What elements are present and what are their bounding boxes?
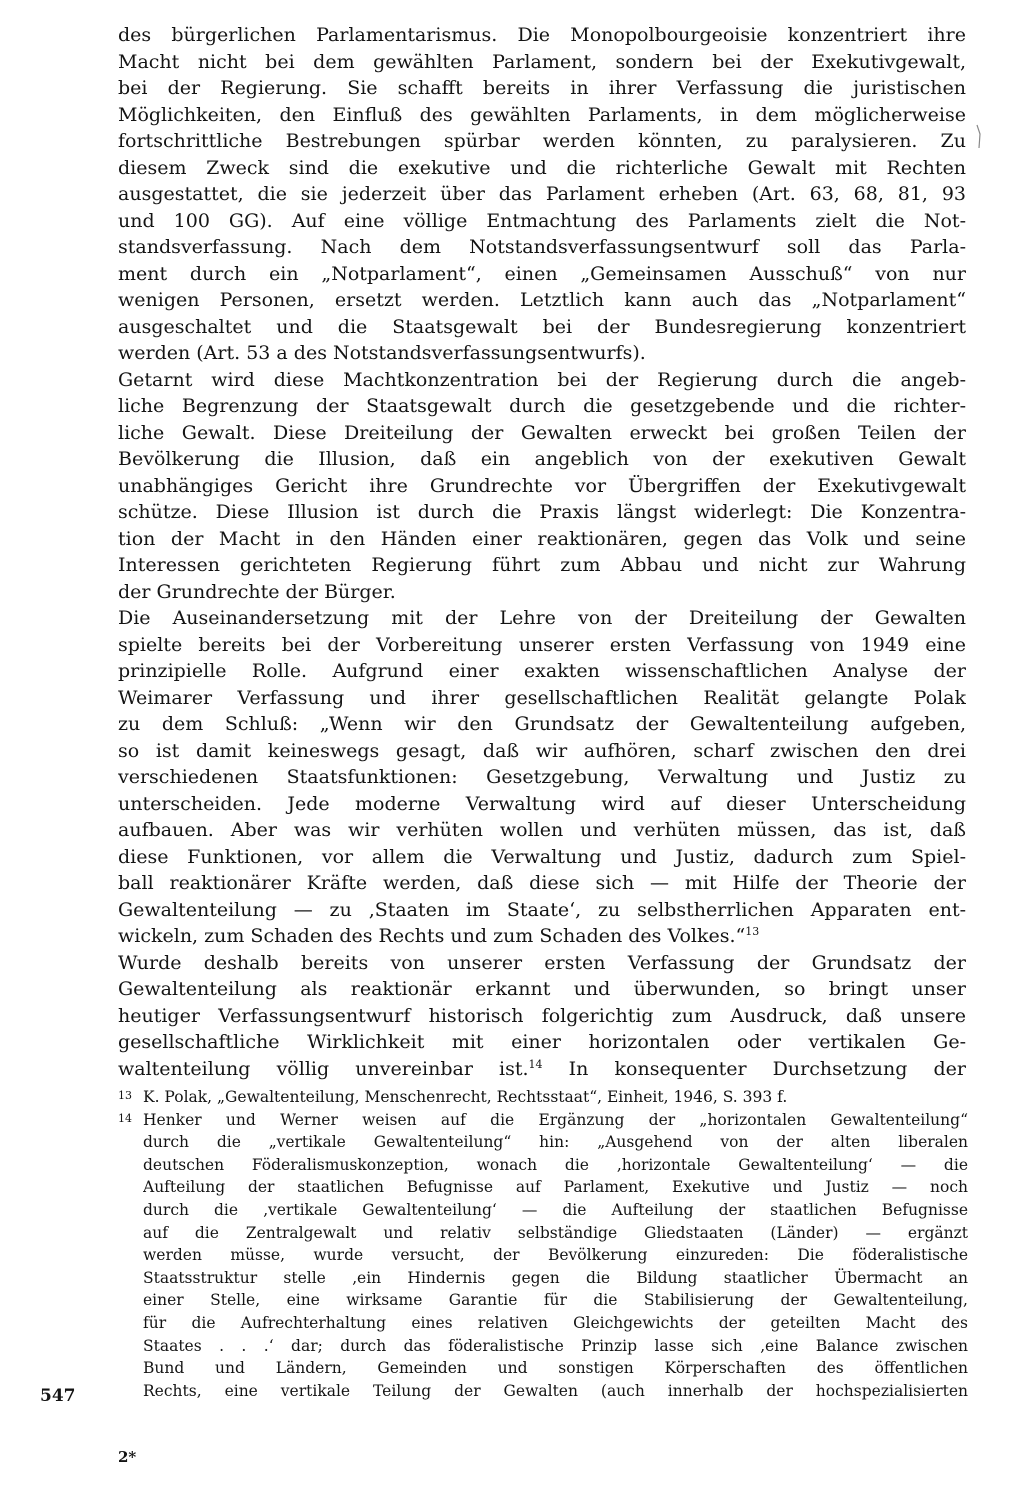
footnote-line: K. Polak, „Gewaltenteilung, Menschenrecht, Rechtsstaat“, Einheit, 1946, S. 393 f. xyxy=(143,1088,788,1106)
footnote-line: durch die „vertikale Gewaltenteilung“ hin: „Ausgehend von der alten liberalen xyxy=(143,1133,968,1152)
text-line: spielte bereits bei der Vorbereitung unserer ersten Verfassung von 1949 eine xyxy=(118,633,966,656)
text-line: Bevölkerung die Illusion, daß ein angeblich von der exekutiven Gewalt xyxy=(118,448,966,470)
paragraph-1 xyxy=(118,22,966,367)
signature-mark: 2* xyxy=(118,1448,137,1466)
text-line-content: In konsequenter Durchsetzung der xyxy=(542,1057,966,1080)
text-line: der Grundrechte der Bürger. xyxy=(118,580,396,603)
footnote-marker: 14 xyxy=(118,1111,132,1125)
text-line: Macht nicht bei dem gewählten Parlament, sondern bei der Exekutivgewalt, xyxy=(118,50,966,73)
text-line: tion der Macht in den Händen einer reaktionären, gegen das Volk und seine xyxy=(118,527,966,550)
footnote-line: für die Aufrechterhaltung eines relativen Gleichgewichts der geteilten Macht des xyxy=(143,1313,968,1332)
footnote-marker: 13 xyxy=(118,1089,132,1102)
margin-pencil-mark xyxy=(974,124,984,150)
footnote-13 xyxy=(118,1086,968,1109)
paragraph-2 xyxy=(118,367,966,606)
footnote-line: durch die ‚vertikale Gewaltenteilung‘ — die Aufteilung der staatlichen Befugnisse xyxy=(143,1200,968,1219)
footnote-line: Staatsstruktur stelle ‚ein Hindernis gegen die Bildung staatlicher Übermacht an xyxy=(143,1268,968,1287)
text-line: wenigen Personen, ersetzt werden. Letztlich kann auch das „Notparlament“ xyxy=(118,289,966,311)
text-line: liche Gewalt. Diese Dreiteilung der Gewalten erweckt bei großen Teilen der xyxy=(118,421,966,444)
text-line: ausgestattet, die sie jederzeit über das Parlament erheben (Art. 63, 68, 81, 93 xyxy=(118,183,966,205)
text-line: diesem Zweck sind die exekutive und die richterliche Gewalt mit Rechten xyxy=(118,156,966,179)
text-line xyxy=(118,923,966,950)
footnote-line: deutschen Föderalismuskonzeption, wonach die ‚horizontale Gewaltenteilung‘ — die xyxy=(143,1155,968,1174)
paragraph-3 xyxy=(118,605,966,950)
text-line: Die Auseinandersetzung mit der Lehre von der Dreiteilung der Gewalten xyxy=(118,607,966,629)
footnote-line: Henker und Werner weisen auf die Ergänzung der „horizontalen Gewaltenteilung“ xyxy=(143,1110,968,1129)
text-line: liche Begrenzung der Staatsgewalt durch die gesetzgebende und die richter- xyxy=(118,395,966,417)
footnote-line: einer Stelle, eine wirksame Garantie für die Stabilisierung der Gewaltenteilung, xyxy=(143,1291,968,1310)
text-line xyxy=(118,1056,966,1083)
text-line: verschiedenen Staatsfunktionen: Gesetzgebung, Verwaltung und Justiz zu xyxy=(118,766,966,788)
text-line: ausgeschaltet und die Staatsgewalt bei der Bundesregierung konzentriert xyxy=(118,315,966,338)
text-line: aufbauen. Aber was wir verhüten wollen und verhüten müssen, das ist, daß xyxy=(118,819,966,841)
footnote-14 xyxy=(118,1109,968,1403)
text-line: Getarnt wird diese Machtkonzentration bei der Regierung durch die angeb- xyxy=(118,368,966,391)
text-line: heutiger Verfassungsentwurf historisch folgerichtig zum Ausdruck, daß unsere xyxy=(118,1004,966,1027)
text-line: Interessen gerichteten Regierung führt zum Abbau und nicht zur Wahrung xyxy=(118,554,966,576)
text-line: fortschrittliche Bestrebungen spürbar werden könnten, zu paralysieren. Zu xyxy=(118,130,966,152)
text-line: diese Funktionen, vor allem die Verwaltung und Justiz, dadurch zum Spiel- xyxy=(118,845,966,868)
footnote-line: Bund und Ländern, Gemeinden und sonstigen Körperschaften des öffentlichen xyxy=(143,1359,968,1378)
text-line-content: waltenteilung völlig unvereinbar ist. xyxy=(118,1057,529,1080)
text-line: Gewaltenteilung — zu ‚Staaten im Staate‘, zu selbstherrlichen Apparaten ent- xyxy=(118,898,966,921)
text-line-content: wickeln, zum Schaden des Rechts und zum Schaden des Volkes.“ xyxy=(118,925,746,947)
footnotes xyxy=(118,1086,968,1402)
text-line: prinzipielle Rolle. Aufgrund einer exakten wissenschaftlichen Analyse der xyxy=(118,660,966,682)
footnote-line: auf die Zentralgewalt und relativ selbständige Gliedstaaten (Länder) — ergänzt xyxy=(143,1223,968,1242)
footnote-line: Staates . . .‘ dar; durch das föderalistische Prinzip lasse sich ‚eine Balance zwischen xyxy=(143,1336,968,1355)
footnote-line: Aufteilung der staatlichen Befugnisse auf Parlament, Exekutive und Justiz — noch xyxy=(143,1178,968,1197)
main-text xyxy=(118,22,966,1082)
text-line: Wurde deshalb bereits von unserer ersten Verfassung der Grundsatz der xyxy=(118,951,966,974)
text-line: ment durch ein „Notparlament“, einen „Gemeinsamen Ausschuß“ von nur xyxy=(118,262,966,285)
text-line: des bürgerlichen Parlamentarismus. Die Monopolbourgeoisie konzentriert ihre xyxy=(118,24,966,46)
text-line: standsverfassung. Nach dem Notstandsverfassungsentwurf soll das Parla- xyxy=(118,236,966,258)
footnote-line: Rechts, eine vertikale Teilung der Gewalten (auch innerhalb der hochspezialisierten xyxy=(143,1381,968,1400)
text-line: werden (Art. 53 a des Notstandsverfassungsentwurfs). xyxy=(118,342,646,364)
footnote-ref-14[interactable]: 14 xyxy=(528,1057,543,1071)
text-line: Möglichkeiten, den Einfluß des gewählten Parlaments, in dem möglicherweise xyxy=(118,103,966,126)
text-line: und 100 GG). Auf eine völlige Entmachtung des Parlaments zielt die Not- xyxy=(118,209,966,232)
text-line: gesellschaftliche Wirklichkeit mit einer horizontalen oder vertikalen Ge- xyxy=(118,1031,966,1053)
text-line: ball reaktionärer Kräfte werden, daß diese sich — mit Hilfe der Theorie der xyxy=(118,872,966,894)
text-line: zu dem Schluß: „Wenn wir den Grundsatz der Gewaltenteilung aufgeben, xyxy=(118,713,966,735)
footnote-ref-13[interactable]: 13 xyxy=(745,925,760,938)
text-line: unabhängiges Gericht ihre Grundrechte vor Übergriffen der Exekutivgewalt xyxy=(118,474,966,497)
text-line: bei der Regierung. Sie schafft bereits in ihrer Verfassung die juristischen xyxy=(118,77,966,99)
text-line: unterscheiden. Jede moderne Verwaltung wird auf dieser Unterscheidung xyxy=(118,792,966,815)
text-line: Weimarer Verfassung und ihrer gesellschaftlichen Realität gelangte Polak xyxy=(118,686,966,709)
text-line: so ist damit keineswegs gesagt, daß wir aufhören, scharf zwischen den drei xyxy=(118,739,966,762)
page-number: 547 xyxy=(40,1386,76,1406)
text-line: schütze. Diese Illusion ist durch die Praxis längst widerlegt: Die Konzentra- xyxy=(118,501,966,523)
text-line: Gewaltenteilung als reaktionär erkannt und überwunden, so bringt unser xyxy=(118,978,966,1000)
paragraph-4 xyxy=(118,950,966,1083)
footnote-line: werden müsse, wurde versucht, der Bevölkerung einzureden: Die föderalistische xyxy=(143,1246,968,1265)
